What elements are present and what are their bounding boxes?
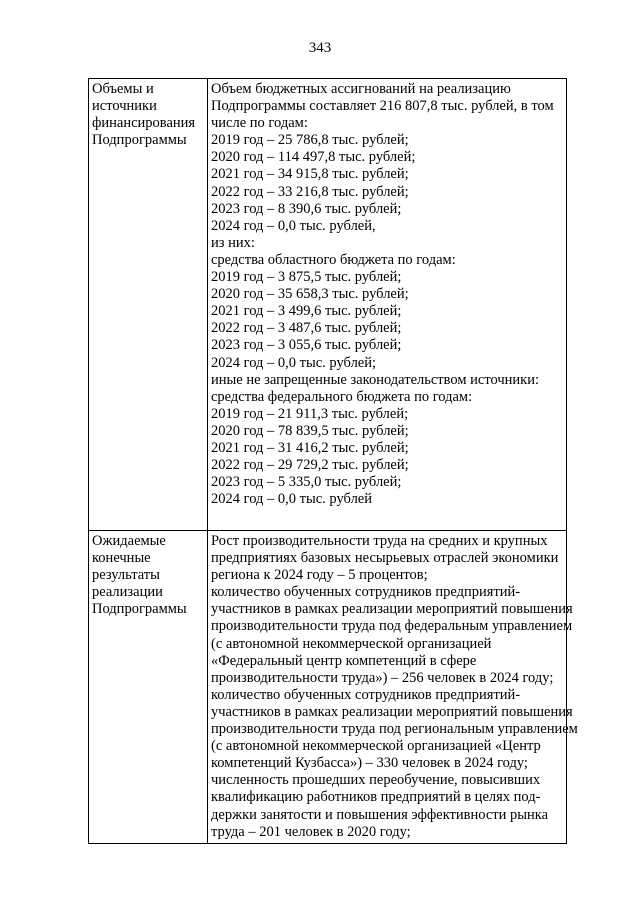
text-line: производительности труда под региональным управлением <box>211 721 578 738</box>
label-line: конечные <box>92 550 151 567</box>
text-line: 2022 год – 33 216,8 тыс. рублей; <box>211 183 409 200</box>
text-line: Объем бюджетных ассигнований на реализацию <box>211 81 511 97</box>
text-line: (с автономной некоммерческой организацией «Центр <box>211 738 541 755</box>
text-line: 2022 год – 3 487,6 тыс. рублей; <box>211 320 402 337</box>
text-line: квалификацию работников предприятий в целях под- <box>211 789 541 806</box>
text-line: количество обученных сотрудников предприятий- <box>211 584 521 601</box>
label-line: Ожидаемые <box>92 533 166 549</box>
text-line: численность прошедших переобучение, повысивших <box>211 772 541 789</box>
label-line: финансирования <box>92 115 196 132</box>
text-line: иные не запрещенные законодательством источники: <box>211 371 540 388</box>
text-line: 2021 год – 3 499,6 тыс. рублей; <box>211 303 402 320</box>
label-line: источники <box>92 98 157 115</box>
text-line: средства федерального бюджета по годам: <box>211 388 473 405</box>
text-line: 2024 год – 0,0 тыс. рублей, <box>211 217 376 234</box>
text-line: 2024 год – 0,0 тыс. рублей; <box>211 354 377 371</box>
text-line: Рост производительности труда на средних и крупных <box>211 533 548 549</box>
text-line: производительности труда») – 256 человек в 2024 году; <box>211 669 554 686</box>
text-line: 2020 год – 114 497,8 тыс. рублей; <box>211 149 416 166</box>
passport-table <box>88 78 578 844</box>
text-line: «Федеральный центр компетенций в сфере <box>211 652 477 669</box>
label-cell-results <box>89 531 208 844</box>
text-line: 2021 год – 34 915,8 тыс. рублей; <box>211 166 409 183</box>
label-line: реализации <box>92 584 163 601</box>
text-line: 2023 год – 5 335,0 тыс. рублей; <box>211 474 402 491</box>
text-line: 2022 год – 29 729,2 тыс. рублей; <box>211 457 409 474</box>
text-line: количество обученных сотрудников предприятий- <box>211 686 521 703</box>
text-line: труда – 201 человек в 2020 году; <box>211 823 411 840</box>
text-line: 2024 год – 0,0 тыс. рублей <box>211 491 373 508</box>
text-line: 2020 год – 78 839,5 тыс. рублей; <box>211 422 409 439</box>
text-line: Подпрограммы составляет 216 807,8 тыс. рублей, в том <box>211 98 554 115</box>
text-line: 2020 год – 35 658,3 тыс. рублей; <box>211 286 409 303</box>
text-line: 2021 год – 31 416,2 тыс. рублей; <box>211 439 409 456</box>
label-cell-financing <box>89 79 208 531</box>
content-cell-results <box>208 531 578 844</box>
text-line: числе по годам: <box>211 115 308 132</box>
label-line: Подпрограммы <box>92 132 187 149</box>
text-line: 2019 год – 25 786,8 тыс. рублей; <box>211 132 409 149</box>
text-line: компетенций Кузбасса») – 330 человек в 2024 году; <box>211 755 528 772</box>
text-line: предприятиях базовых несырьевых отраслей экономики <box>211 550 559 567</box>
text-line: (с автономной некоммерческой организацией <box>211 635 492 652</box>
text-line: 2019 год – 21 911,3 тыс. рублей; <box>211 405 409 422</box>
text-line: производительности труда под федеральным управлением <box>211 618 573 635</box>
label-line: результаты <box>92 567 160 584</box>
text-line: средства областного бюджета по годам: <box>211 251 456 268</box>
text-line: из них: <box>211 234 255 251</box>
text-line: 2023 год – 3 055,6 тыс. рублей; <box>211 337 402 354</box>
table-row-results <box>89 531 567 844</box>
text-line: участников в рамках реализации мероприятий повышения <box>211 601 573 618</box>
content-cell-financing <box>208 79 567 531</box>
page-number: 343 <box>308 40 332 56</box>
label-line: Подпрограммы <box>92 601 187 618</box>
text-line: 2019 год – 3 875,5 тыс. рублей; <box>211 269 402 286</box>
text-line: участников в рамках реализации мероприятий повышения <box>211 703 573 720</box>
text-line: 2023 год – 8 390,6 тыс. рублей; <box>211 200 402 217</box>
text-line: региона к 2024 году – 5 процентов; <box>211 567 428 584</box>
label-line: Объемы и <box>92 81 154 97</box>
table-row-financing <box>89 79 567 531</box>
text-line: держки занятости и повышения эффективности рынка <box>211 806 549 823</box>
